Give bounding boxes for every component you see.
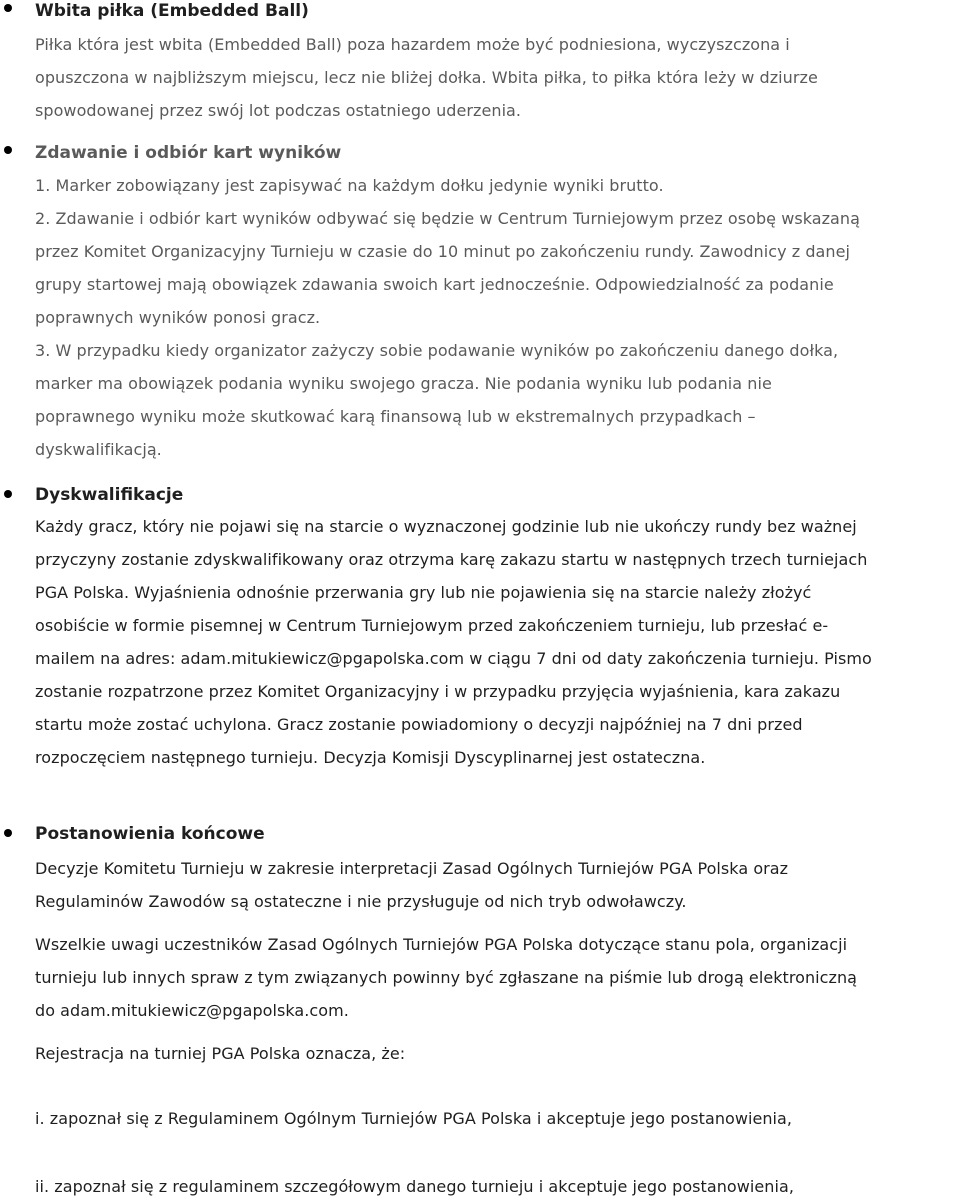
text-line: mailem na adres: adam.mitukiewicz@pgapolska.com w ciągu 7 dni od daty zakończenia turnieju. Pismo bbox=[35, 649, 872, 668]
final-provisions-paragraph-2 bbox=[35, 928, 957, 1027]
text-line: do adam.mitukiewicz@pgapolska.com. bbox=[35, 1001, 349, 1020]
text-line: startu może zostać uchylona. Gracz zostanie powiadomiony o decyzji najpóźniej na 7 dni przed bbox=[35, 715, 803, 734]
text-line: 1. Marker zobowiązany jest zapisywać na każdym dołku jedynie wyniki brutto. bbox=[35, 176, 664, 195]
bullet-icon bbox=[4, 829, 12, 837]
text-line: opuszczona w najbliższym miejscu, lecz nie bliżej dołka. Wbita piłka, to piłka która leży w dziurze bbox=[35, 68, 818, 87]
text-line: Piłka która jest wbita (Embedded Ball) poza hazardem może być podniesiona, wyczyszczona i bbox=[35, 35, 790, 54]
text-line: 3. W przypadku kiedy organizator zażyczy sobie podawanie wyników po zakończeniu danego dołka, bbox=[35, 341, 839, 360]
bullet-icon bbox=[4, 4, 12, 12]
registration-item-i bbox=[35, 1102, 957, 1135]
section-heading-final-provisions: Postanowienia końcowe bbox=[35, 824, 265, 844]
text-line: osobiście w formie pisemnej w Centrum Turniejowym przed zakończeniem turnieju, lub przesłać e- bbox=[35, 616, 829, 635]
bullet-icon bbox=[4, 146, 12, 154]
section-body-scorecards bbox=[35, 169, 957, 466]
text-line: Regulaminów Zawodów są ostateczne i nie przysługuje od nich tryb odwoławczy. bbox=[35, 892, 687, 911]
text-line: poprawnych wyników ponosi gracz. bbox=[35, 308, 321, 327]
text-line: dyskwalifikacją. bbox=[35, 440, 162, 459]
text-line: przyczyny zostanie zdyskwalifikowany oraz otrzyma karę zakazu startu w następnych trzech turniejach bbox=[35, 550, 868, 569]
text-line: turnieju lub innych spraw z tym związanych powinny być zgłaszane na piśmie lub drogą elektroniczną bbox=[35, 968, 858, 987]
registration-note bbox=[35, 1037, 957, 1070]
text-line: Każdy gracz, który nie pojawi się na starcie o wyznaczonej godzinie lub nie ukończy rundy bez ważnej bbox=[35, 517, 857, 536]
section-body-embedded-ball bbox=[35, 28, 957, 127]
text-line: Rejestracja na turniej PGA Polska oznacza, że: bbox=[35, 1044, 406, 1063]
text-line: marker ma obowiązek podania wyniku swojego gracza. Nie podania wyniku lub podania nie bbox=[35, 374, 772, 393]
text-line: 2. Zdawanie i odbiór kart wyników odbywać się będzie w Centrum Turniejowym przez osobę wskazaną bbox=[35, 209, 860, 228]
section-heading-embedded-ball: Wbita piłka (Embedded Ball) bbox=[35, 1, 309, 21]
section-body-disqualifications bbox=[35, 510, 957, 774]
text-line: przez Komitet Organizacyjny Turnieju w czasie do 10 minut po zakończeniu rundy. Zawodnicy z danej bbox=[35, 242, 850, 261]
section-heading-disqualifications: Dyskwalifikacje bbox=[35, 485, 184, 505]
text-line: grupy startowej mają obowiązek zdawania swoich kart jednocześnie. Odpowiedzialność za podanie bbox=[35, 275, 834, 294]
bullet-icon bbox=[4, 490, 12, 498]
text-line: PGA Polska. Wyjaśnienia odnośnie przerwania gry lub nie pojawienia się na starcie należy złożyć bbox=[35, 583, 812, 602]
text-line: spowodowanej przez swój lot podczas ostatniego uderzenia. bbox=[35, 101, 522, 120]
final-provisions-paragraph-1 bbox=[35, 852, 957, 918]
text-line: rozpoczęciem następnego turnieju. Decyzja Komisji Dyscyplinarnej jest ostateczna. bbox=[35, 748, 706, 767]
text-line: zostanie rozpatrzone przez Komitet Organizacyjny i w przypadku przyjęcia wyjaśnienia, kara zakazu bbox=[35, 682, 841, 701]
text-line: poprawnego wyniku może skutkować karą finansową lub w ekstremalnych przypadkach – bbox=[35, 407, 756, 426]
registration-item-ii bbox=[35, 1170, 957, 1203]
text-line: Wszelkie uwagi uczestników Zasad Ogólnych Turniejów PGA Polska dotyczące stanu pola, organizacji bbox=[35, 935, 848, 954]
text-line: ii. zapoznał się z regulaminem szczegółowym danego turnieju i akceptuje jego postanowienia, bbox=[35, 1177, 794, 1196]
text-line: i. zapoznał się z Regulaminem Ogólnym Turniejów PGA Polska i akceptuje jego postanowienia, bbox=[35, 1109, 793, 1128]
text-line: Decyzje Komitetu Turnieju w zakresie interpretacji Zasad Ogólnych Turniejów PGA Polska oraz bbox=[35, 859, 789, 878]
section-heading-scorecards: Zdawanie i odbiór kart wyników bbox=[35, 143, 342, 163]
